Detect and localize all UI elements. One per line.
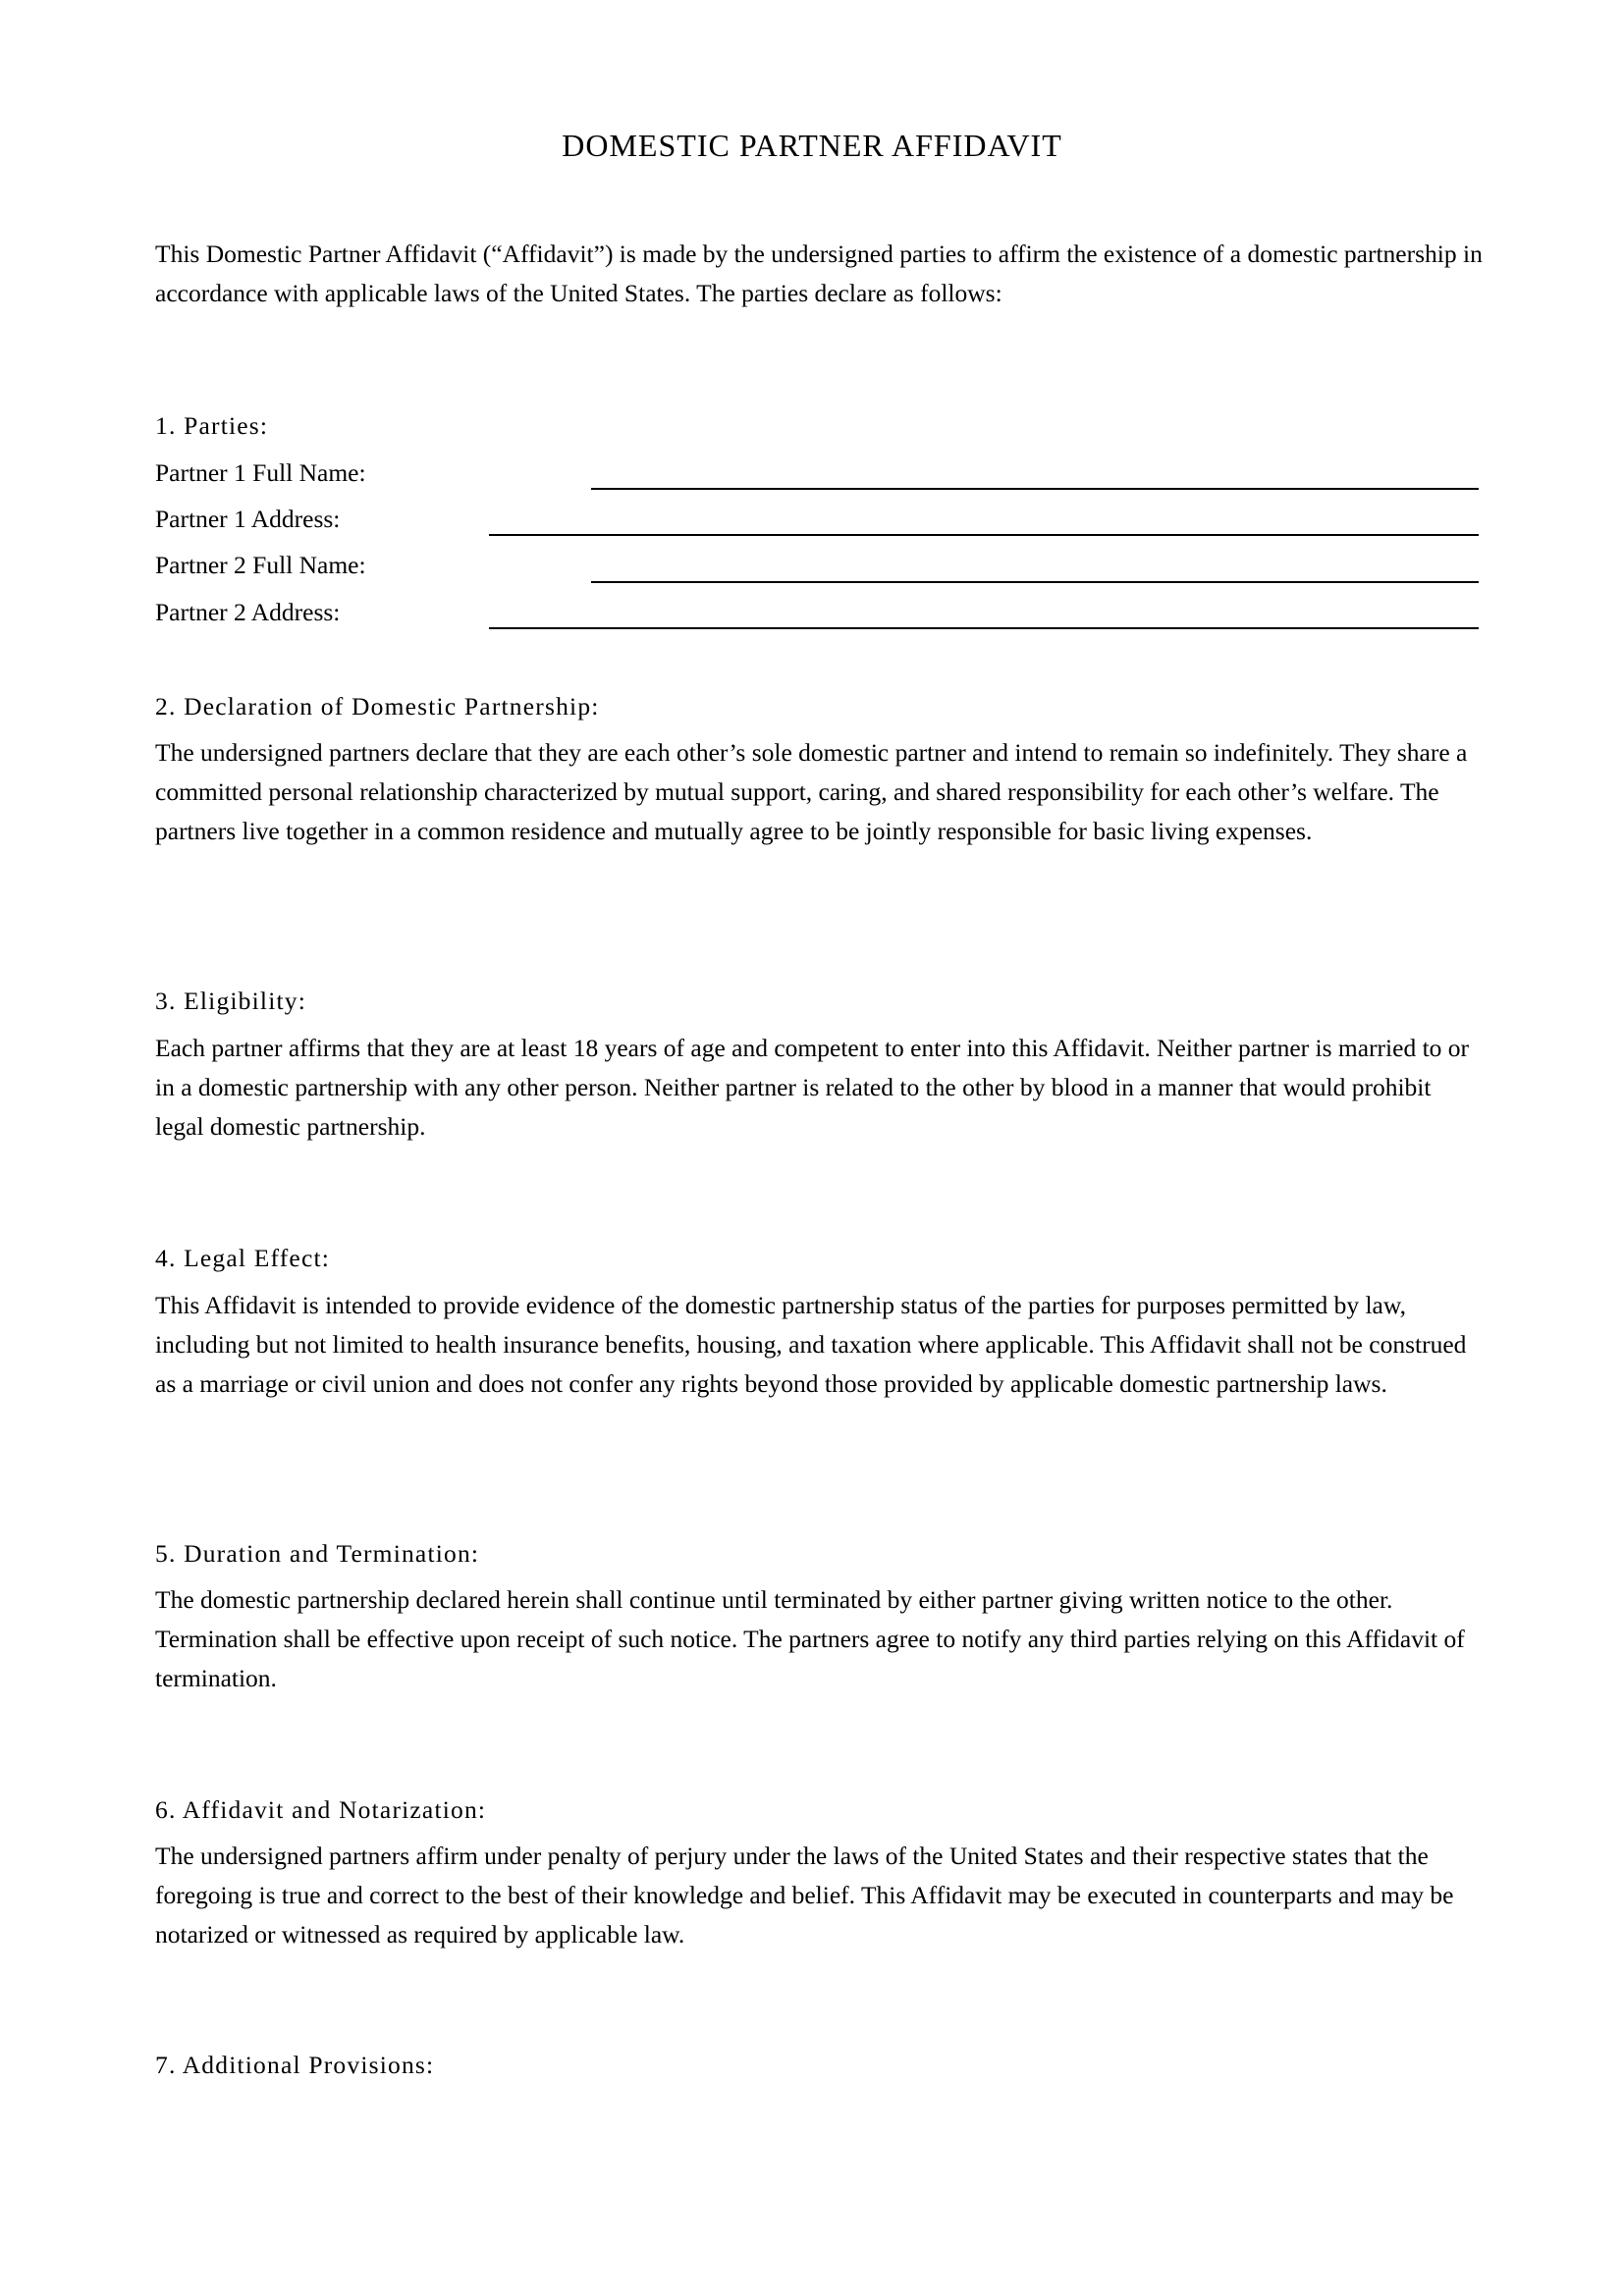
section-heading-parties: 1. Parties:: [155, 411, 269, 440]
section-heading-additional: 7. Additional Provisions:: [155, 2051, 435, 2079]
partner1-name-label: Partner 1 Full Name:: [155, 458, 366, 487]
section-heading-declaration: 2. Declaration of Domestic Partnership:: [155, 692, 600, 721]
section-heading-notarization: 6. Affidavit and Notarization:: [155, 1795, 487, 1824]
partner2-name-label: Partner 2 Full Name:: [155, 551, 366, 579]
partner2-address-field[interactable]: [489, 627, 1479, 629]
section-body-duration: The domestic partnership declared herein shall continue until terminated by either partner giving written notice to the other. Termination shall be effective upon receipt of such notice. The partners agree to notify any third parties relying on this Affidavit of termination.: [155, 1585, 1465, 1692]
section-body-notarization: The undersigned partners affirm under penalty of perjury under the laws of the United States and their respective states that the foregoing is true and correct to the best of their knowledge and belief. This Affidavit may be executed in counterparts and may be notarized or witnessed as required by applicable law.: [155, 1842, 1454, 1949]
section-heading-duration: 5. Duration and Termination:: [155, 1539, 480, 1568]
partner2-address-label: Partner 2 Address:: [155, 598, 341, 626]
section-body-declaration: The undersigned partners declare that they are each other’s sole domestic partner and intend to remain so indefinitely. They share a committed personal relationship characterized by mutual support, caring, and shared responsibility for each other’s welfare. The partners live together in a common residence and mutually agree to be jointly responsible for basic living expenses.: [155, 738, 1468, 845]
intro-paragraph: This Domestic Partner Affidavit (“Affidavit”) is made by the undersigned parties to affirm the existence of a domestic partnership in accordance with applicable laws of the United States. The parties declare as follows:: [155, 240, 1483, 307]
partner1-name-field[interactable]: [591, 488, 1479, 490]
section-body-eligibility: Each partner affirms that they are at least 18 years of age and competent to enter into this Affidavit. Neither partner is married to or in a domestic partnership with any other person. Neither partner is related to the other by blood in a manner that would prohibit legal domestic partnership.: [155, 1034, 1470, 1141]
section-body-legal-effect: This Affidavit is intended to provide evidence of the domestic partnership status of the parties for purposes permitted by law, including but not limited to health insurance benefits, housing, and taxation where applicable. This Affidavit shall not be construed as a marriage or civil union and does not confer any rights beyond those provided by applicable domestic partnership laws.: [155, 1291, 1467, 1398]
section-heading-legal-effect: 4. Legal Effect:: [155, 1244, 331, 1272]
partner1-address-field[interactable]: [489, 534, 1479, 536]
section-heading-eligibility: 3. Eligibility:: [155, 987, 307, 1015]
document-title: DOMESTIC PARTNER AFFIDAVIT: [562, 128, 1062, 163]
partner2-name-field[interactable]: [591, 581, 1479, 583]
partner1-address-label: Partner 1 Address:: [155, 505, 341, 533]
